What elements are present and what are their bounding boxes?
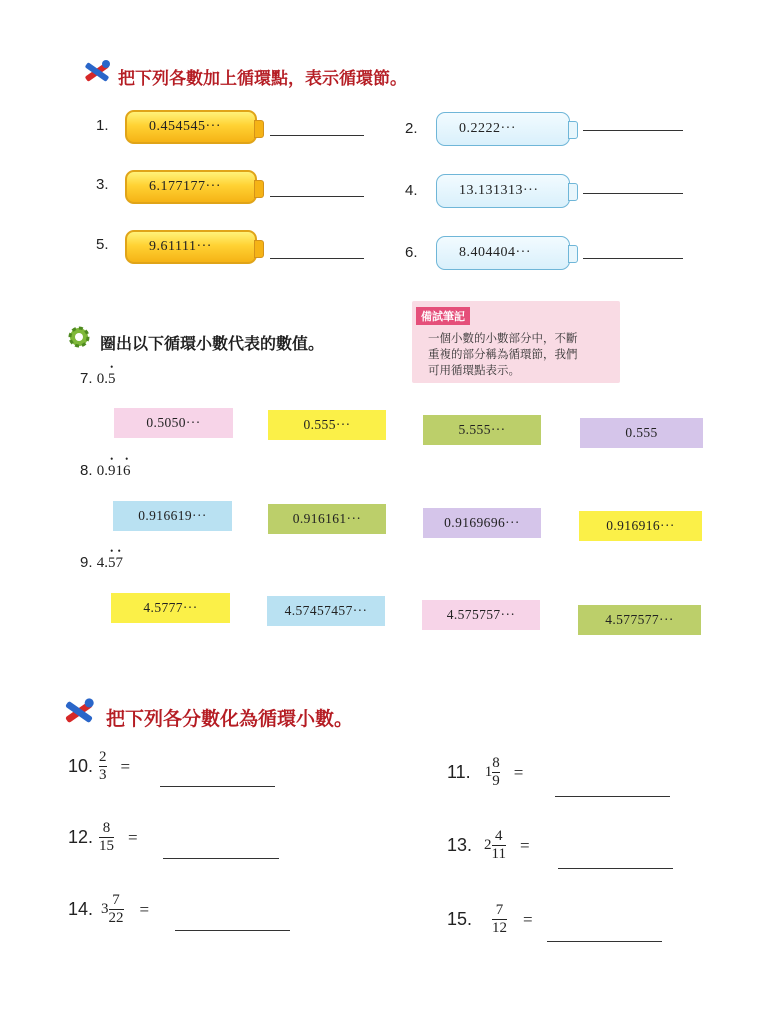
q9-option-3[interactable]: 4.575757···: [422, 600, 540, 630]
q11-numerator: 8: [492, 755, 500, 771]
q13-number: 13.: [447, 835, 473, 855]
q8-option-2[interactable]: 0.916161···: [268, 504, 386, 534]
section3-title: 把下列各分數化為循環小數。: [106, 708, 354, 730]
study-note-line-3: 可用循環點表示。: [428, 363, 520, 377]
q11-row: [447, 756, 523, 789]
item-3-number: 3.: [96, 176, 109, 193]
q15-answer-line[interactable]: [547, 941, 662, 942]
q8-expression: [97, 463, 131, 479]
q8-option-1[interactable]: 0.916619···: [113, 501, 232, 531]
q8-number: 8.: [80, 462, 93, 479]
item-4-number: 4.: [405, 182, 418, 199]
section2-title: 圈出以下循環小數代表的數值。: [100, 334, 325, 353]
q12-row: [68, 821, 138, 854]
q9-option-1[interactable]: 4.5777···: [111, 593, 230, 623]
q9-prefix: 4.: [96, 555, 108, 571]
q7-prefix: 0.: [96, 371, 108, 387]
item-3-value: 6.177177···: [149, 179, 221, 194]
item-6-pill: [436, 236, 570, 270]
q14-fraction: [109, 893, 124, 926]
q10-row: [68, 750, 130, 783]
item-1-value: 0.454545···: [149, 119, 221, 134]
q8-option-3[interactable]: 0.9169696···: [423, 508, 541, 538]
q14-numerator: 7: [112, 892, 120, 908]
item-4-pill: [436, 174, 570, 208]
item-1-pill: [125, 110, 257, 144]
item-2-answer-line[interactable]: [583, 130, 683, 131]
wrench-pencil-icon: [62, 697, 96, 732]
q7-expression: [97, 371, 116, 387]
item-6-number: 6.: [405, 244, 418, 261]
q11-equals: =: [513, 762, 524, 782]
q12-numerator: 8: [102, 820, 111, 836]
q8-repeat-start: • 9: [108, 463, 116, 480]
item-3-pill: [125, 170, 257, 204]
q11-answer-line[interactable]: [555, 796, 670, 797]
q8-label: [80, 462, 130, 480]
q8-prefix: 0.: [96, 463, 108, 479]
q9-repeat-start: • 5: [108, 555, 116, 572]
gear-icon: [66, 324, 92, 355]
q13-numerator: 4: [495, 828, 503, 844]
item-5-answer-line[interactable]: [270, 258, 364, 259]
q14-equals: =: [139, 899, 150, 919]
q13-equals: =: [519, 835, 530, 855]
q14-denominator: 22: [108, 910, 124, 926]
q7-option-3[interactable]: 5.555···: [423, 415, 541, 445]
q14-row: [68, 893, 149, 926]
q7-option-1[interactable]: 0.5050···: [114, 408, 233, 438]
q10-equals: =: [120, 756, 131, 776]
q14-number: 14.: [68, 899, 94, 919]
q8-option-4[interactable]: 0.916916···: [579, 511, 702, 541]
q7-option-2[interactable]: 0.555···: [268, 410, 386, 440]
q7-option-4[interactable]: 0.555: [580, 418, 703, 448]
item-1-number: 1.: [96, 117, 109, 134]
q15-denominator: 12: [492, 920, 508, 936]
item-5-pill: [125, 230, 257, 264]
q9-option-2[interactable]: 4.57457457···: [267, 596, 385, 626]
item-6-answer-line[interactable]: [583, 258, 683, 259]
q13-row: [447, 829, 530, 862]
q10-numerator: 2: [99, 749, 107, 765]
item-6-value: 8.404404···: [459, 245, 531, 260]
study-note-box: [412, 301, 620, 383]
item-4-answer-line[interactable]: [583, 193, 683, 194]
study-note-line-2: 重複的部分稱為循環節，我們: [428, 347, 578, 361]
q12-equals: =: [128, 827, 138, 847]
q13-answer-line[interactable]: [558, 868, 673, 869]
q10-number: 10.: [68, 756, 94, 776]
study-note-tag: 備試筆記: [416, 307, 470, 325]
item-5-number: 5.: [96, 236, 109, 253]
study-note-line-1: 一個小數的小數部分中，不斷: [428, 331, 578, 345]
q10-denominator: 3: [99, 767, 107, 783]
q9-label: [80, 554, 123, 572]
q13-fraction: [492, 829, 506, 862]
q8-middle: 1: [115, 463, 123, 479]
q15-row: [447, 903, 533, 936]
wrench-pencil-icon: [82, 59, 112, 90]
q15-number: 15.: [447, 909, 473, 929]
study-note-text: [428, 330, 578, 378]
q12-fraction: [99, 821, 114, 854]
item-2-value: 0.2222···: [459, 121, 516, 136]
q11-fraction: [492, 756, 500, 789]
q13-whole: 2: [484, 837, 492, 853]
q11-whole: 1: [484, 764, 493, 780]
q14-answer-line[interactable]: [175, 930, 290, 931]
q14-whole: 3: [101, 901, 109, 917]
q12-denominator: 15: [99, 838, 115, 854]
q8-repeat-end: • 6: [123, 463, 131, 480]
q15-numerator: 7: [495, 902, 504, 918]
q9-repeat-end: • 7: [115, 555, 123, 572]
item-1-answer-line[interactable]: [270, 135, 364, 136]
item-5-value: 9.61111···: [149, 239, 212, 254]
q7-label: [80, 370, 115, 388]
q9-option-4[interactable]: 4.577577···: [578, 605, 701, 635]
item-2-number: 2.: [405, 120, 418, 137]
q15-equals: =: [523, 909, 533, 929]
q11-denominator: 9: [492, 773, 500, 789]
q10-answer-line[interactable]: [160, 786, 275, 787]
q10-fraction: [99, 750, 107, 783]
q13-denominator: 11: [491, 846, 506, 862]
q7-repeat-digit: • 5: [108, 371, 116, 388]
q11-number: 11.: [447, 762, 471, 782]
q7-number: 7.: [80, 370, 93, 387]
section1-title: 把下列各數加上循環點，表示循環節。: [118, 69, 407, 89]
item-3-answer-line[interactable]: [270, 196, 364, 197]
q9-number: 9.: [80, 554, 93, 571]
item-2-pill: [436, 112, 570, 146]
q12-answer-line[interactable]: [163, 858, 279, 859]
q12-number: 12.: [68, 827, 94, 847]
item-4-value: 13.131313···: [459, 183, 539, 198]
q15-fraction: [492, 903, 507, 936]
q9-expression: [97, 555, 123, 571]
